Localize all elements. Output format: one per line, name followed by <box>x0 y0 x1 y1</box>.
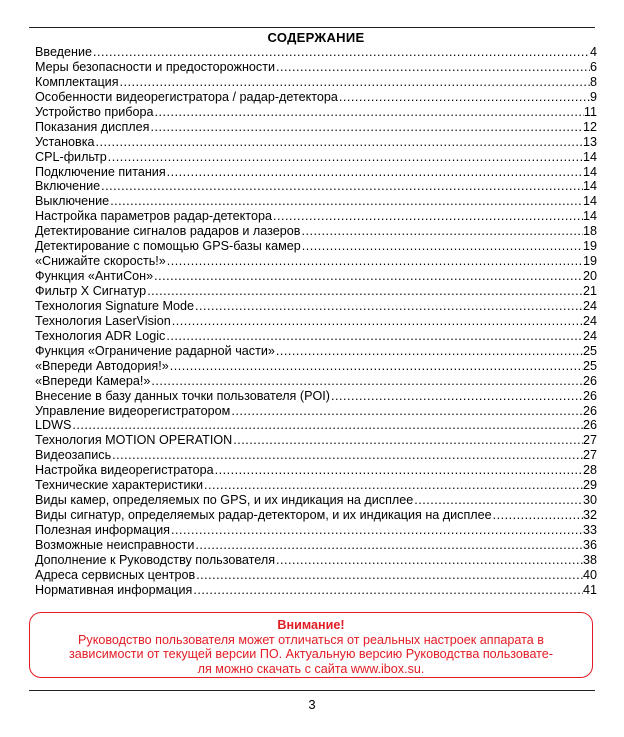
toc-entry-page: 20 <box>582 269 597 284</box>
toc-entry-page: 41 <box>582 582 597 597</box>
toc-entry[interactable] <box>35 165 597 180</box>
toc-leader-dots <box>171 314 583 329</box>
toc-entry-page: 14 <box>582 209 597 224</box>
toc-entry-label: Адреса сервисных центров <box>35 567 196 582</box>
toc-entry[interactable] <box>35 209 597 224</box>
table-of-contents <box>35 45 597 598</box>
toc-entry[interactable] <box>35 239 597 254</box>
warning-line-2: зависимости от текущей версии ПО. Актуальную версию Руководства пользовате- <box>68 647 554 661</box>
toc-entry-page: 12 <box>582 119 597 134</box>
toc-entry-page: 29 <box>582 478 597 493</box>
toc-entry-label: Фильтр X Сигнатур <box>35 284 147 298</box>
toc-entry-page: 21 <box>582 284 597 298</box>
toc-entry[interactable] <box>35 418 597 433</box>
toc-entry-page: 19 <box>582 239 597 254</box>
toc-leader-dots <box>275 60 590 75</box>
toc-leader-dots <box>492 508 583 523</box>
toc-entry[interactable] <box>35 269 597 284</box>
toc-entry-label: Функция «АнтиСон» <box>35 269 154 284</box>
toc-entry-page: 30 <box>582 493 597 508</box>
toc-entry[interactable] <box>35 90 597 105</box>
toc-entry-label: Технология ADR Logic <box>35 328 166 343</box>
toc-entry-page: 14 <box>582 179 597 194</box>
toc-entry-label: Настройка параметров радар-детектора <box>35 209 272 224</box>
toc-entry[interactable] <box>35 463 597 478</box>
toc-entry[interactable] <box>35 75 597 90</box>
toc-entry-label: Установка <box>35 134 95 149</box>
toc-entry-page: 6 <box>589 59 597 74</box>
toc-entry-page: 24 <box>582 328 597 343</box>
toc-entry-label: LDWS <box>35 418 72 433</box>
toc-entry-label: Управление видеорегистратором <box>35 403 231 418</box>
toc-leader-dots <box>338 90 590 105</box>
toc-entry[interactable] <box>35 120 597 135</box>
toc-leader-dots <box>166 254 583 269</box>
toc-entry[interactable] <box>35 448 597 463</box>
toc-entry[interactable] <box>35 105 597 120</box>
toc-entry-page: 19 <box>582 254 597 269</box>
toc-leader-dots <box>107 150 583 165</box>
toc-entry-label: Функция «Ограничение радарной части» <box>35 343 275 358</box>
toc-entry[interactable] <box>35 508 597 523</box>
toc-entry-page: 14 <box>582 164 597 179</box>
toc-entry-page: 24 <box>582 313 597 328</box>
toc-entry-page: 26 <box>582 388 597 403</box>
toc-entry[interactable] <box>35 404 597 419</box>
toc-entry-label: Показания дисплея <box>35 119 150 134</box>
toc-entry-page: 25 <box>582 358 597 373</box>
toc-leader-dots <box>111 448 583 463</box>
toc-leader-dots <box>203 478 583 493</box>
toc-leader-dots <box>194 299 583 314</box>
toc-entry-label: Виды сигнатур, определяемых радар-детектором, и их индикация на дисплее <box>35 508 492 523</box>
toc-entry-label: Дополнение к Руководству пользователя <box>35 552 276 567</box>
toc-leader-dots <box>169 359 583 374</box>
toc-leader-dots <box>170 523 583 538</box>
toc-entry-label: CPL-фильтр <box>35 149 107 164</box>
toc-leader-dots <box>413 493 583 508</box>
toc-leader-dots <box>230 404 583 419</box>
toc-entry[interactable] <box>35 344 597 359</box>
toc-entry[interactable] <box>35 478 597 493</box>
toc-leader-dots <box>109 194 583 209</box>
toc-entry[interactable] <box>35 553 597 568</box>
toc-entry[interactable] <box>35 314 597 329</box>
toc-leader-dots <box>146 284 583 299</box>
toc-leader-dots <box>300 224 583 239</box>
toc-entry-label: Детектирование с помощью GPS-базы камер <box>35 239 301 254</box>
toc-leader-dots <box>149 120 583 135</box>
toc-entry[interactable] <box>35 359 597 374</box>
toc-entry[interactable] <box>35 224 597 239</box>
warning-line-1: Руководство пользователя может отличаться от реальных настроек аппарата в <box>78 632 544 647</box>
toc-entry-label: Виды камер, определяемых по GPS, и их индикация на дисплее <box>35 493 414 508</box>
toc-entry-label: Настройка видеорегистратора <box>35 463 214 478</box>
toc-entry-label: Нормативная информация <box>35 582 193 597</box>
toc-entry-page: 27 <box>582 433 597 448</box>
toc-entry[interactable] <box>35 523 597 538</box>
toc-entry-page: 26 <box>582 418 597 433</box>
toc-leader-dots <box>119 75 590 90</box>
toc-leader-dots <box>95 135 583 150</box>
toc-leader-dots <box>150 374 583 389</box>
toc-entry-label: Технология LaserVision <box>35 313 171 328</box>
toc-leader-dots <box>153 105 583 120</box>
toc-leader-dots <box>195 568 583 583</box>
toc-entry-page: 13 <box>582 134 597 149</box>
toc-entry-label: Включение <box>35 179 101 194</box>
toc-entry[interactable] <box>35 60 597 75</box>
toc-leader-dots <box>165 329 583 344</box>
toc-entry-page: 26 <box>582 373 597 388</box>
toc-entry-label: Устройство прибора <box>35 104 154 119</box>
toc-entry-label: Технология Signature Mode <box>35 298 195 313</box>
toc-entry-label: Комплектация <box>35 74 119 89</box>
toc-entry[interactable] <box>35 583 597 598</box>
warning-title: Внимание! <box>277 618 345 632</box>
toc-entry-page: 36 <box>582 537 597 552</box>
toc-leader-dots <box>275 344 583 359</box>
toc-entry[interactable] <box>35 135 597 150</box>
toc-entry-label: Выключение <box>35 194 110 209</box>
toc-leader-dots <box>272 209 583 224</box>
toc-leader-dots <box>71 418 583 433</box>
toc-entry[interactable] <box>35 254 597 269</box>
toc-entry-page: 38 <box>582 552 597 567</box>
toc-entry-page: 4 <box>589 45 597 59</box>
toc-entry-page: 24 <box>582 298 597 313</box>
toc-entry-page: 14 <box>582 194 597 209</box>
toc-entry[interactable] <box>35 179 597 194</box>
toc-entry-page: 8 <box>589 74 597 89</box>
toc-entry-page: 25 <box>582 343 597 358</box>
toc-entry[interactable] <box>35 433 597 448</box>
warning-box <box>29 612 593 678</box>
toc-leader-dots <box>153 269 583 284</box>
toc-entry-page: 40 <box>582 567 597 582</box>
toc-leader-dots <box>194 538 583 553</box>
toc-entry-page: 26 <box>582 403 597 418</box>
toc-entry[interactable] <box>35 538 597 553</box>
toc-leader-dots <box>92 45 590 60</box>
toc-leader-dots <box>301 239 583 254</box>
toc-entry-page: 33 <box>582 523 597 537</box>
toc-leader-dots <box>214 463 583 478</box>
toc-leader-dots <box>232 433 583 448</box>
toc-entry-label: «Впереди Автодория!» <box>35 358 169 373</box>
top-rule <box>29 27 595 28</box>
toc-entry-label: Введение <box>35 45 93 59</box>
toc-entry-label: «Снижайте скорость!» <box>35 254 166 269</box>
toc-entry-label: Технология MOTION OPERATION <box>35 433 233 448</box>
page-number: 3 <box>308 697 316 712</box>
toc-leader-dots <box>330 389 583 404</box>
toc-entry[interactable] <box>35 374 597 389</box>
toc-entry-page: 27 <box>582 448 597 463</box>
toc-leader-dots <box>192 583 583 598</box>
toc-entry[interactable] <box>35 45 597 60</box>
toc-entry-label: Возможные неисправности <box>35 537 195 552</box>
toc-entry-label: Меры безопасности и предосторожности <box>35 59 276 74</box>
bottom-rule <box>29 690 595 691</box>
toc-entry-label: «Впереди Камера!» <box>35 373 151 388</box>
toc-leader-dots <box>275 553 583 568</box>
warning-line-3: ля можно скачать с сайта www.ibox.su. <box>197 661 425 676</box>
toc-entry[interactable] <box>35 493 597 508</box>
toc-entry[interactable] <box>35 194 597 209</box>
toc-entry-label: Полезная информация <box>35 523 170 537</box>
toc-entry[interactable] <box>35 150 597 165</box>
toc-entry-page: 9 <box>589 89 597 104</box>
toc-entry-label: Особенности видеорегистратора / радар-детектора <box>35 89 338 104</box>
toc-entry[interactable] <box>35 568 597 583</box>
toc-entry-page: 18 <box>582 224 597 239</box>
toc-entry-page: 32 <box>582 508 597 523</box>
toc-entry[interactable] <box>35 299 597 314</box>
toc-entry-label: Подключение питания <box>35 164 166 179</box>
toc-entry[interactable] <box>35 329 597 344</box>
toc-leader-dots <box>166 165 583 180</box>
toc-entry-page: 11 <box>583 104 597 119</box>
toc-entry-label: Детектирование сигналов радаров и лазеров <box>35 224 301 239</box>
toc-entry-label: Внесение в базу данных точки пользователя (POI) <box>35 388 330 403</box>
toc-entry[interactable] <box>35 284 597 299</box>
page-title: СОДЕРЖАНИЕ <box>267 30 365 45</box>
toc-entry-label: Технические характеристики <box>35 478 204 493</box>
toc-entry-page: 14 <box>582 149 597 164</box>
toc-entry-label: Видеозапись <box>35 448 112 463</box>
toc-entry[interactable] <box>35 389 597 404</box>
toc-entry-page: 28 <box>582 463 597 478</box>
toc-leader-dots <box>100 179 583 194</box>
